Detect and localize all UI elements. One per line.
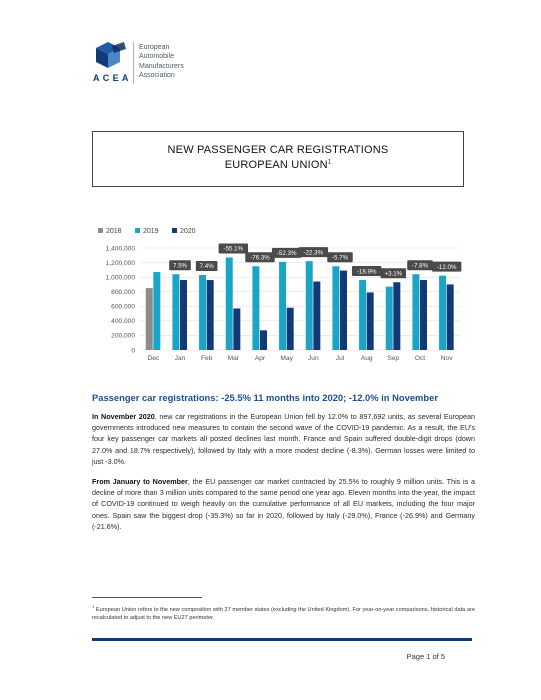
bar-2019-jun bbox=[306, 261, 313, 350]
change-label: 7.4% bbox=[199, 263, 214, 271]
x-tick-label: May bbox=[280, 355, 293, 362]
document-subtitle: EUROPEAN UNION$^1$ bbox=[224, 159, 332, 171]
legend-swatch-2020 bbox=[172, 228, 177, 233]
bar-2020-jul bbox=[340, 271, 347, 350]
paragraph-november: In November 2020, new car registrations in the European Union fell by 12.0% to 897,692 units, as several European governments introduced new measures to contain the second wave of the COVID-19 pandemic. As a result, the EU's four key passenger car markets all posted declines last month. France and Spain suffered double-digit drops (down 27.0% and 18.7% respectively), followed by Italy with a more modest decline (-8.3%). German losses were limited to just -3.0%. bbox=[92, 412, 475, 466]
bar-2019-jan bbox=[172, 274, 179, 350]
change-label: -5.7% bbox=[331, 254, 349, 262]
registrations-bar-chart bbox=[90, 224, 470, 364]
legend-swatch-2019 bbox=[135, 228, 140, 233]
bar-2019-may bbox=[279, 262, 286, 350]
bar-2020-apr bbox=[260, 330, 267, 350]
change-label: +3.1% bbox=[384, 270, 403, 278]
legend-label-2018: 2018 bbox=[106, 228, 122, 235]
x-tick-label: Mar bbox=[227, 355, 240, 362]
y-tick-label: 0 bbox=[131, 347, 135, 355]
change-label: -18.9% bbox=[356, 268, 377, 276]
logo-association-name: European Automobile Manufacturers Association bbox=[139, 44, 184, 79]
bar-2019-feb bbox=[199, 275, 206, 350]
document-title: NEW PASSENGER CAR REGISTRATIONS bbox=[167, 144, 389, 156]
change-label: -52.3% bbox=[276, 250, 297, 258]
bar-2020-jun bbox=[313, 282, 320, 350]
page-number: Page 1 of 5 bbox=[406, 652, 445, 661]
x-tick-label: Dec bbox=[147, 355, 160, 362]
legend-label-2020: 2020 bbox=[180, 228, 196, 235]
logo-wordmark: ACEA bbox=[93, 73, 132, 83]
x-tick-label: Oct bbox=[414, 355, 426, 362]
y-tick-label: 1,000,000 bbox=[105, 274, 135, 282]
change-label: -7.8% bbox=[411, 262, 429, 270]
x-tick-label: Sep bbox=[387, 355, 400, 362]
bar-2020-jan bbox=[180, 280, 187, 350]
y-tick-label: 1,200,000 bbox=[105, 259, 135, 267]
legend-swatch-2018 bbox=[98, 228, 103, 233]
x-tick-label: Jul bbox=[335, 355, 345, 362]
bar-2019-apr bbox=[252, 266, 259, 350]
y-tick-label: 200,000 bbox=[111, 332, 135, 340]
x-tick-label: Apr bbox=[254, 355, 266, 362]
bar-2020-sep bbox=[393, 282, 400, 350]
change-label: -76.3% bbox=[250, 254, 270, 262]
acea-logo bbox=[93, 40, 233, 88]
footnote-divider bbox=[92, 597, 202, 598]
footnote: $^1$ European Union refers to the new composition with 27 member states (excluding the United Kingdom). For year-on-year comparisons, historical data are recalculated to adjust to the new EU27 perimeter. bbox=[92, 604, 475, 621]
bar-2020-nov bbox=[447, 284, 454, 350]
bar-2020-feb bbox=[207, 280, 214, 350]
paragraph-year-to-date: From January to November, the EU passenger car market contracted by 25.5% to roughly 9 million units. This is a decline of more than 3 million units compared to the same period one year ago. Eleven months into the year, the impact of COVID-19 continued to weigh heavily on the cumulative performance of all EU markets, including the four major ones. Spain saw the biggest drop (-35.3%) so far in 2020, followed by Italy (-29.0%), France (-26.9%) and Germany (-21.6%). bbox=[92, 477, 475, 531]
x-tick-label: Nov bbox=[440, 355, 453, 362]
bar-2019-dec bbox=[153, 272, 160, 350]
bar-2020-oct bbox=[420, 280, 427, 350]
bar-2019-aug bbox=[359, 280, 366, 350]
x-tick-label: Jun bbox=[308, 355, 319, 362]
change-label: -55.1% bbox=[223, 245, 244, 253]
x-tick-label: Jan bbox=[174, 355, 186, 362]
acea-cube-icon bbox=[93, 40, 127, 70]
y-tick-label: 1,400,000 bbox=[105, 245, 135, 253]
y-tick-label: 600,000 bbox=[111, 303, 135, 311]
legend-label-2019: 2019 bbox=[143, 228, 159, 235]
bar-2019-mar bbox=[226, 257, 233, 350]
bar-2019-jul bbox=[332, 266, 339, 350]
bar-2020-mar bbox=[233, 308, 240, 350]
change-label: -12.0% bbox=[436, 263, 457, 271]
x-tick-label: Feb bbox=[200, 355, 213, 362]
logo-divider bbox=[133, 42, 134, 84]
change-label: 7.5% bbox=[172, 262, 188, 270]
bar-2020-aug bbox=[367, 292, 374, 350]
y-tick-label: 400,000 bbox=[111, 318, 135, 326]
bar-2019-nov bbox=[439, 276, 446, 350]
bar-2020-may bbox=[287, 308, 294, 350]
document-title-box bbox=[92, 131, 464, 187]
x-tick-label: Aug bbox=[360, 355, 373, 362]
bar-2018-dec bbox=[146, 288, 153, 350]
bar-2019-oct bbox=[412, 274, 419, 350]
footer-rule bbox=[92, 638, 472, 641]
bar-2019-sep bbox=[386, 287, 393, 350]
y-tick-label: 800,000 bbox=[111, 289, 135, 297]
change-label: -22.3% bbox=[303, 249, 324, 257]
section-heading: Passenger car registrations: -25.5% 11 months into 2020; -12.0% in November bbox=[92, 392, 438, 403]
